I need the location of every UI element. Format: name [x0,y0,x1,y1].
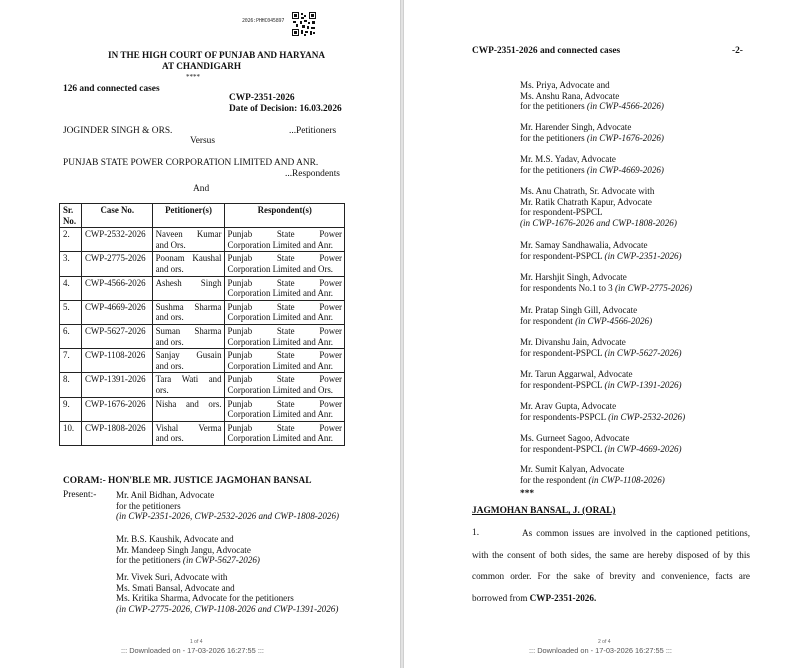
cell-line: Punjab State Power [227,277,342,288]
appearance-block [520,186,677,228]
cell-line: Corporation Limited and Anr. [227,312,334,323]
cell-case-no [81,397,152,421]
petitioner-name: JOGINDER SINGH & ORS. [63,126,173,136]
counsel-cases: (in CWP-2775-2026) [614,282,692,293]
counsel-cases: (in CWP-2351-2026) [604,250,682,261]
appearance-block [520,122,664,143]
cell-petitioners [152,300,224,324]
decision-date: Date of Decision: 16.03.2026 [229,104,342,114]
paragraph-1 [472,523,750,609]
cell-text: CWP-4566-2026 [84,277,146,288]
counsel-cases: (in CWP-5627-2026) [182,555,260,566]
cell-word: Singh [200,277,222,288]
cell-line: Punjab State Power [227,301,342,312]
counsel-role [520,251,682,262]
counsel-name: Mr. Pratap Singh Gill, Advocate [520,305,638,315]
cell-word: and [208,374,222,385]
counsel-role [520,444,682,455]
counsel-cases: (in CWP-1108-2026) [588,474,665,485]
counsel-name: Mr. Arav Gupta, Advocate [520,401,617,411]
header-petitioners: Petitioner(s) [152,204,224,228]
cell-text: 6. [63,325,70,336]
appearance-block [520,464,665,485]
coram: CORAM:- HON'BLE MR. JUSTICE JAGMOHAN BANSAL [63,476,312,486]
counsel-name: Mr. Anil Bidhan, Advocate [116,490,215,500]
cell-line: Corporation Limited and Anr. [227,336,334,347]
cell-case-no [81,421,152,445]
counsel-role [520,207,677,218]
cell-line: Punjab State Power [227,398,342,409]
cell-text: CWP-2775-2026 [84,253,146,264]
counsel-role-text: for the petitioners [520,132,587,143]
cell-text: 10. [63,422,75,433]
cell-respondents [224,276,344,300]
running-header-case: CWP-2351-2026 and connected cases [472,46,621,56]
cell-line: Punjab State Power [227,253,342,264]
counsel-name: Mr. Sumit Kalyan, Advocate [520,464,625,474]
cell-word: Kumar [196,229,222,240]
cell-petitioners [152,421,224,445]
cell-word: Sharma [194,301,222,312]
cell-line: Punjab State Power [227,325,342,336]
counsel-cases: (in CWP-4566-2026) [575,315,653,326]
table-row [60,252,345,276]
cell-petitioners [152,349,224,373]
cell-line: and ors. [155,336,184,347]
cell-line: Corporation Limited and Anr. [227,409,334,420]
cell-line: Punjab State Power [227,374,342,385]
cell-text: CWP-4669-2026 [84,301,146,312]
download-stamp: ::: Downloaded on - 17-03-2026 16:27:55 ::: [121,646,264,655]
table-row [60,373,345,397]
appearance-block [116,572,338,614]
present-label: Present:- [63,490,97,500]
cell-text: 4. [63,277,70,288]
counsel-cases: (in CWP-4669-2026) [604,443,682,454]
counsel-role [520,101,664,112]
cell-word: Verma [198,422,222,433]
cell-line: and ors. [155,263,184,274]
page-number: 1 of 4 [190,639,203,645]
counsel-role [520,316,652,327]
counsel-role-text: for the petitioners [520,101,587,112]
counsel-role-text: for respondents No.1 to 3 [520,282,615,293]
header-sr-no: Sr. No. [60,204,82,228]
cell-petitioners [152,324,224,348]
cell-word: Tara [155,374,172,385]
cell-text: 3. [63,253,70,264]
counsel-role-text: for the respondent [520,474,589,485]
and-label: And [193,184,210,194]
cell-respondents [224,228,344,252]
counsel-cases: (in CWP-2351-2026, CWP-2532-2026 and CWP-1808-2026) [116,511,340,522]
appearance-block [520,240,682,261]
cell-word: Sharma [194,325,222,336]
counsel-role-text: for respondent-PSPCL [520,347,605,358]
cell-word: Wati [181,374,199,385]
counsel-role [520,283,692,294]
paragraph-text: borrowed from [472,592,530,603]
cell-word: Poonam [155,253,185,264]
counsel-role [116,555,260,566]
header-case-no: Case No. [81,204,152,228]
document-page-2 [404,0,804,668]
counsel-role-text: for respondent-PSPCL [520,443,605,454]
separator-stars: **** [186,73,200,81]
cell-case-no [81,324,152,348]
cell-sr-no [60,324,82,348]
counsel-name: Mr. Harender Singh, Advocate [520,122,632,132]
appearance-block [520,272,692,293]
counsel-name: Ms. Gurneet Sagoo, Advocate [520,433,630,443]
appearance-block [520,433,682,454]
cell-line: and Ors. [155,239,186,250]
cell-line [156,350,222,361]
cell-line: Corporation Limited and Ors. [227,263,334,274]
connected-cases-table [59,203,345,446]
cell-petitioners [152,397,224,421]
cell-respondents [224,421,344,445]
appearance-block [520,80,664,112]
cell-text: 9. [63,398,70,409]
cell-line: Corporation Limited and Anr. [227,239,334,250]
counsel-name: Ms. Anu Chatrath, Sr. Advocate with [520,186,655,196]
cell-line: Corporation Limited and Anr. [227,288,334,299]
counsel-role-text: for respondent-PSPCL [520,379,605,390]
cell-line: and ors. [155,360,184,371]
counsel-role [520,133,664,144]
counsel-cases: (in CWP-4669-2026) [586,164,664,175]
cell-word: Sanjay [155,350,180,361]
connected-cases: 126 and connected cases [63,84,160,94]
counsel-cases: (in CWP-2775-2026, CWP-1108-2026 and CWP-1391-2026) [116,603,339,614]
cell-text: CWP-1391-2026 [84,374,146,385]
cell-line [156,278,222,289]
counsel-cases: (in CWP-2532-2026) [608,411,686,422]
cell-word: Ashesh [155,277,182,288]
counsel-role-text: for respondent-PSPCL [520,207,603,218]
cell-word: Vishal [155,422,179,433]
cell-text: CWP-1808-2026 [84,422,146,433]
court-name [108,50,338,72]
cell-line [156,399,222,410]
cell-respondents [224,373,344,397]
respondents-label: ...Respondents [285,169,340,179]
cell-petitioners [152,252,224,276]
cell-sr-no [60,252,82,276]
cell-word: Naveen [155,229,183,240]
cell-sr-no [60,228,82,252]
cell-word: Gusain [196,350,222,361]
cell-line: and ors. [155,433,184,444]
cell-line: ors. [155,384,169,395]
versus-label: Versus [190,136,215,146]
counsel-role-text: for respondents-PSPCL [520,411,609,422]
cell-text: CWP-1108-2026 [84,350,146,361]
table-row [60,397,345,421]
counsel-role-text: for the petitioners [520,164,587,175]
cell-petitioners [152,276,224,300]
cell-line [156,423,222,434]
cell-case-no [81,276,152,300]
cell-text: 7. [63,350,70,361]
counsel-name: Mr. Samay Sandhawalia, Advocate [520,240,648,250]
cell-case-no [81,228,152,252]
cell-sr-no [60,349,82,373]
cell-text: CWP-5627-2026 [84,325,146,336]
case-reference: CWP-2351-2026. [529,592,597,603]
neutral-citation-stamp: 2026:PHHC045897 [242,18,285,24]
court-name-line1: IN THE HIGH COURT OF PUNJAB AND HARYANA [108,50,326,60]
cell-sr-no [60,421,82,445]
appearance-block [116,490,339,522]
cell-line: Corporation Limited and Anr. [227,360,334,371]
header-respondents: Respondent(s) [224,204,344,228]
counsel-cases: (in CWP-5627-2026) [604,347,682,358]
paragraph-line: with the consent of both sides, the same are hereby disposed of by this [472,549,750,560]
cell-respondents [224,324,344,348]
appearance-block [116,534,260,566]
cell-sr-no [60,300,82,324]
download-stamp: ::: Downloaded on - 17-03-2026 16:27:55 ::: [529,646,672,655]
separator-stars: *** [520,489,535,499]
cell-line: Corporation Limited and Anr. [227,433,334,444]
counsel-cases: (in CWP-1676-2026) [586,132,664,143]
paragraph-line: As common issues are involved in the captioned petitions, [522,528,750,538]
counsel-name: Ms. Anshu Rana, Advocate [520,90,620,101]
appearance-block [520,154,664,175]
counsel-name: Mr. Tarun Aggarwal, Advocate [520,369,633,379]
paragraph-number: 1. [472,528,480,538]
table-row [60,300,345,324]
cell-word: ors. [208,398,222,409]
cell-sr-no [60,373,82,397]
cell-case-no [81,252,152,276]
cell-case-no [81,300,152,324]
paragraph-line: common order. For the sake of brevity and convenience, facts are [472,571,750,581]
counsel-role-text: for respondent [520,315,576,326]
cell-sr-no [60,397,82,421]
court-name-line2: AT CHANDIGARH [162,61,242,71]
cell-word: and [185,398,199,409]
table-row [60,421,345,445]
appearance-block [520,305,652,326]
cell-petitioners [152,373,224,397]
cell-word: Sushma [155,301,184,312]
cell-sr-no [60,276,82,300]
appearance-block [520,401,685,422]
cell-text: CWP-1676-2026 [84,398,146,409]
table-header-row [60,204,345,228]
table-row [60,349,345,373]
cell-text: 8. [63,374,70,385]
counsel-name: Mr. Mandeep Singh Jangu, Advocate [116,544,251,555]
counsel-name: Ms. Priya, Advocate and [520,80,610,90]
counsel-name: Mr. Divanshu Jain, Advocate [520,337,626,347]
counsel-name: Mr. B.S. Kaushik, Advocate and [116,534,234,544]
appearance-block [520,369,682,390]
cell-respondents [224,300,344,324]
cell-case-no [81,373,152,397]
counsel-role-text: for respondent-PSPCL [520,250,605,261]
cell-line: Punjab State Power [227,350,342,361]
counsel-role: Ms. Kritika Sharma, Advocate for the petitioners [116,593,294,604]
counsel-role [520,348,682,359]
counsel-cases: (in CWP-1676-2026 and CWP-1808-2026) [520,217,677,228]
qr-code-icon [292,12,316,36]
counsel-role [520,380,682,391]
counsel-role [520,475,665,486]
paragraph-line [472,588,750,610]
table-row [60,324,345,348]
table-row [60,276,345,300]
case-number: CWP-2351-2026 [229,93,295,103]
counsel-role [520,412,685,423]
counsel-role-text: for the petitioners [116,555,183,566]
cell-line: Punjab State Power [227,422,342,433]
running-header-page: -2- [732,46,743,56]
counsel-cases: (in CWP-4566-2026) [586,101,664,112]
page-number: 2 of 4 [598,639,611,645]
counsel-role: for the petitioners [116,500,181,511]
counsel-role [520,165,664,176]
cell-line: Corporation Limited and Ors. [227,384,334,395]
counsel-name: Ms. Smati Bansal, Advocate and [116,582,235,593]
table-row [60,228,345,252]
cell-text: 5. [63,301,70,312]
cell-word: Nisha [155,398,177,409]
respondent-name: PUNJAB STATE POWER CORPORATION LIMITED AND ANR. [63,158,319,168]
document-page-1 [0,0,400,668]
counsel-cases: (in CWP-1391-2026) [604,379,682,390]
cell-text: CWP-2532-2026 [84,229,146,240]
cell-case-no [81,349,152,373]
cell-line: and ors. [155,312,184,323]
judgment-heading: JAGMOHAN BANSAL, J. (ORAL) [472,506,616,516]
cell-line [156,326,222,337]
cell-petitioners [152,228,224,252]
petitioners-label: ...Petitioners [289,126,337,136]
counsel-name: Mr. Vivek Suri, Advocate with [116,572,228,582]
cell-text: 2. [63,229,70,240]
cell-line [156,374,222,385]
cell-line [156,229,222,240]
cell-word: Suman [155,325,181,336]
cell-respondents [224,397,344,421]
cell-line [156,253,222,264]
cell-respondents [224,252,344,276]
cell-line: Punjab State Power [227,229,342,240]
counsel-name: Mr. M.S. Yadav, Advocate [520,154,616,164]
cell-line [156,302,222,313]
appearance-block [520,337,682,358]
counsel-name: Mr. Ratik Chatrath Kapur, Advocate [520,196,652,207]
counsel-name: Mr. Harshjit Singh, Advocate [520,272,627,282]
cell-word: Kaushal [192,253,222,264]
cell-respondents [224,349,344,373]
